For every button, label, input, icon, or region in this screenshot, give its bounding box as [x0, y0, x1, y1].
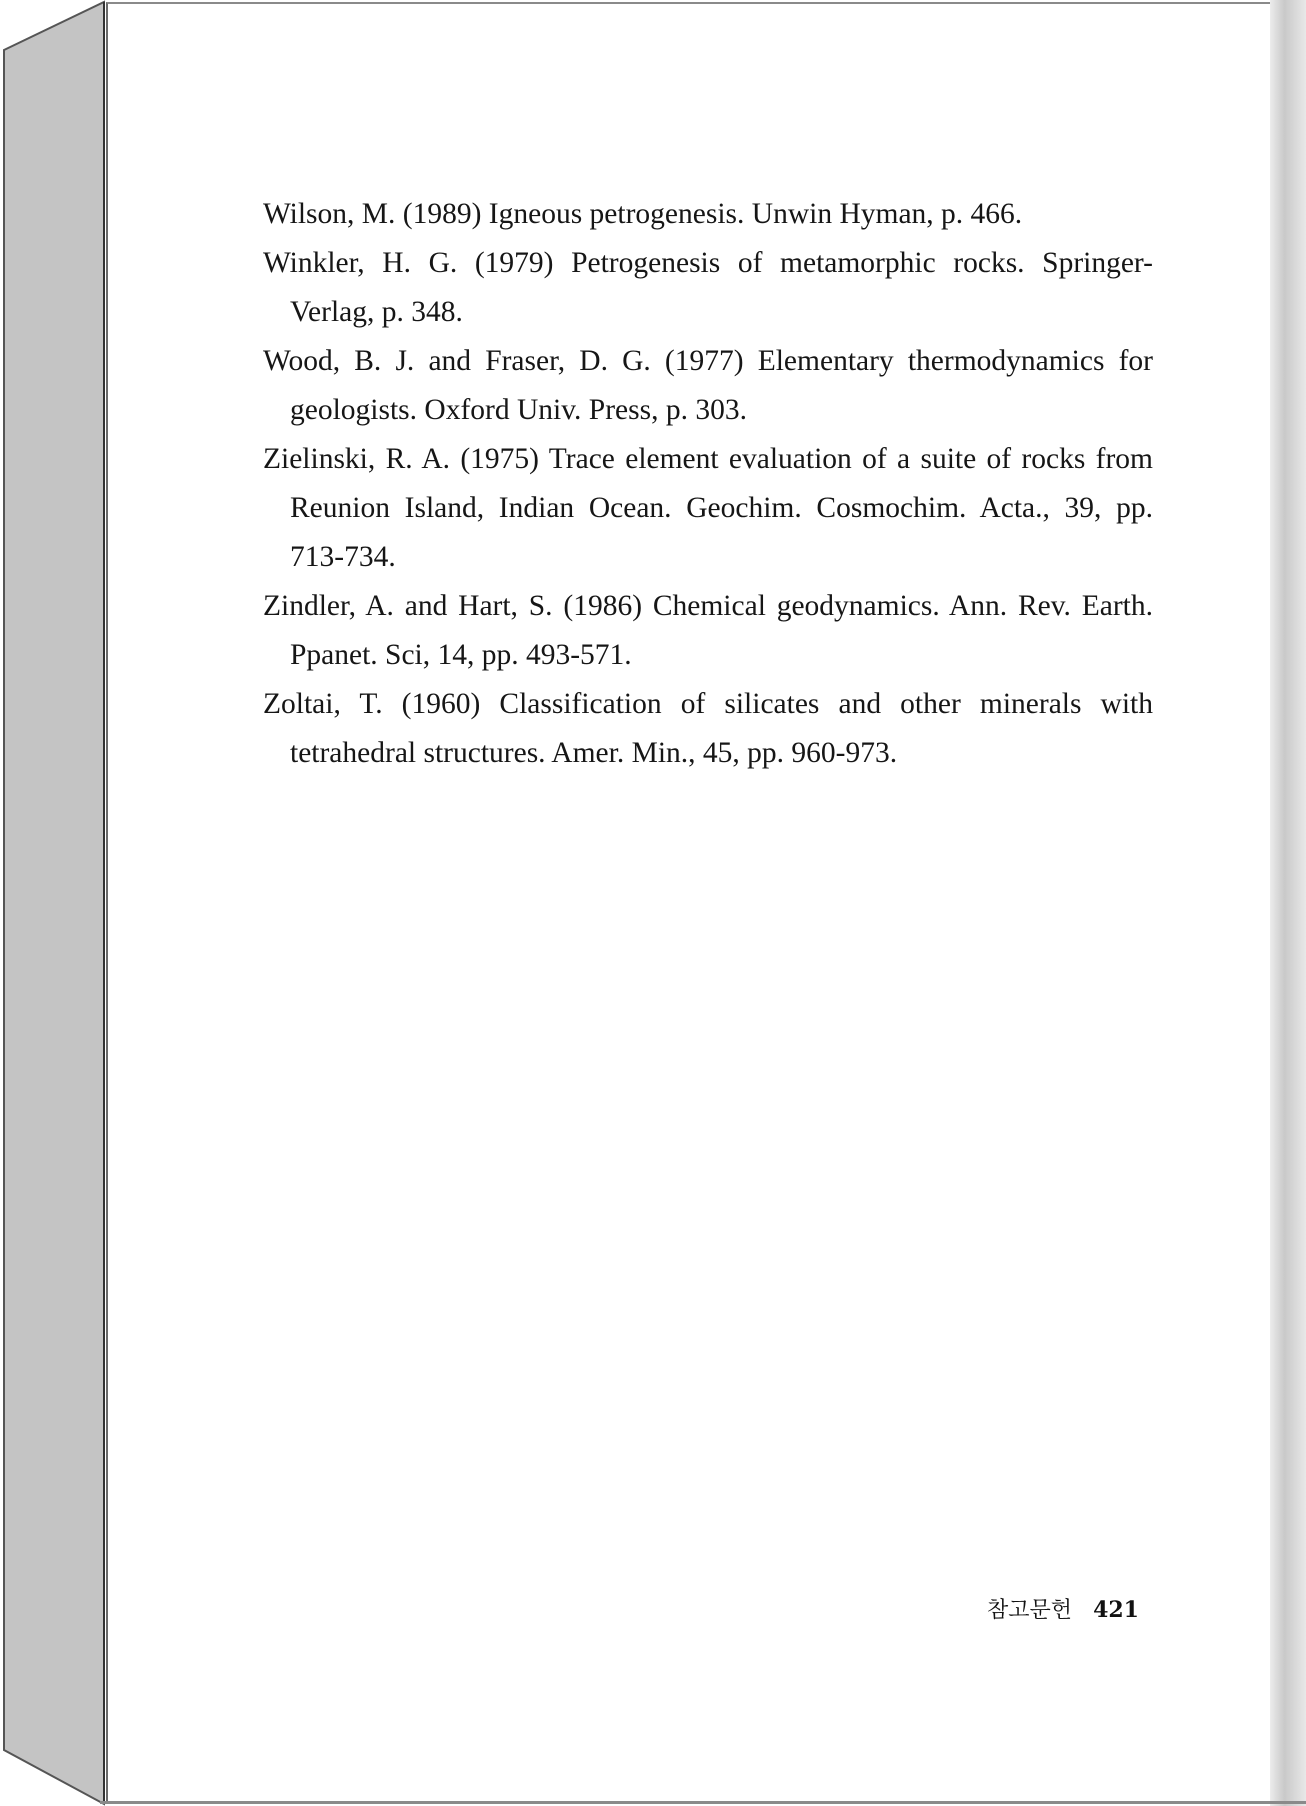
page-bottom-edge: [100, 1801, 1306, 1804]
reference-entry: Wilson, M. (1989) Igneous petrogenesis. Unwin Hyman, p. 466.: [263, 198, 1023, 230]
page-number: 421: [1093, 1597, 1139, 1623]
reference-list: [263, 190, 1153, 778]
reference-entry: Zielinski, R. A. (1975) Trace element evaluation of a suite of rocks from Reunion Island, Indian Ocean. Geochim. Cosmochim. Acta., 39, pp. 713-734.: [263, 443, 1153, 573]
page-edge-shadow: [1270, 0, 1306, 1806]
reference-entry: Wood, B. J. and Fraser, D. G. (1977) Elementary thermodynamics for geologists. Oxford Univ. Press, p. 303.: [263, 345, 1153, 426]
reference-entry: Winkler, H. G. (1979) Petrogenesis of metamorphic rocks. Springer-Verlag, p. 348.: [263, 247, 1153, 328]
book-spine: [0, 0, 110, 1806]
reference-entry: Zindler, A. and Hart, S. (1986) Chemical geodynamics. Ann. Rev. Earth. Ppanet. Sci, 14, pp. 493-571.: [263, 590, 1153, 671]
footer-section-title: 참고문헌: [987, 1598, 1073, 1623]
reference-entry: Zoltai, T. (1960) Classification of silicates and other minerals with tetrahedral structures. Amer. Min., 45, pp. 960-973.: [263, 688, 1153, 769]
page-footer: [987, 1593, 1139, 1624]
